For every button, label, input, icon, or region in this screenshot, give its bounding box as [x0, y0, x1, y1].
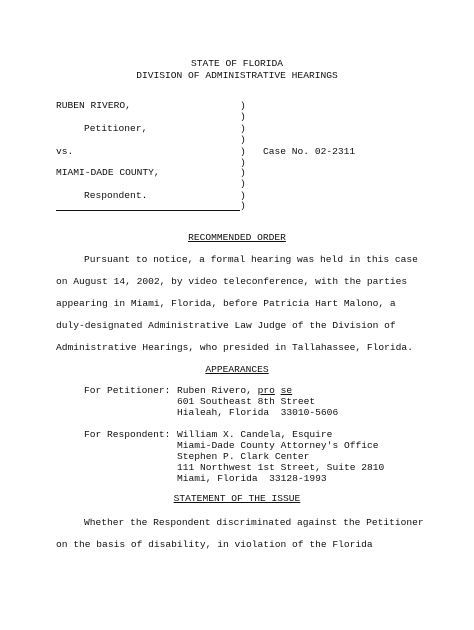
respondent-address-line: Miami, Florida 33128-1993 [177, 473, 327, 484]
petitioner-role: Petitioner, [84, 123, 148, 134]
respondent-label: For Respondent: [84, 429, 171, 440]
order-title: RECOMMENDED ORDER [188, 232, 286, 243]
case-number: Case No. 02-2311 [263, 146, 356, 157]
caption-paren: ) [240, 167, 246, 178]
intro-line: Pursuant to notice, a formal hearing was held in this case [84, 254, 418, 265]
petitioner-counsel-name: Ruben Rivero, [177, 385, 258, 396]
caption-paren: ) [240, 157, 246, 168]
header-division: DIVISION OF ADMINISTRATIVE HEARINGS [136, 70, 338, 81]
respondent-address-line: 111 Northwest 1st Street, Suite 2810 [177, 462, 385, 473]
petitioner-address-line: Hialeah, Florida 33010-5606 [177, 407, 339, 418]
respondent-address-line: William X. Candela, Esquire [177, 429, 333, 440]
caption-paren: ) [240, 178, 246, 189]
caption-paren: ) [240, 190, 246, 201]
caption-paren: ) [240, 100, 246, 111]
intro-line: appearing in Miami, Florida, before Patricia Hart Malono, a [56, 298, 396, 309]
caption-paren: ) [240, 111, 246, 122]
respondent-role: Respondent. [84, 190, 148, 201]
caption-rule [56, 210, 240, 211]
versus: vs. [56, 146, 74, 157]
caption-paren: ) [240, 123, 246, 134]
caption-paren: ) [240, 134, 246, 145]
header-state: STATE OF FLORIDA [190, 58, 284, 69]
issue-heading: STATEMENT OF THE ISSUE [173, 493, 301, 504]
respondent-address-line: Stephen P. Clark Center [177, 451, 310, 462]
intro-line: Administrative Hearings, who presided in Tallahassee, Florida. [56, 342, 413, 353]
appearances-heading: APPEARANCES [205, 364, 269, 375]
se-text: se [280, 385, 293, 396]
issue-line: Whether the Respondent discriminated against the Petitioner [84, 517, 424, 528]
respondent-address-line: Miami-Dade County Attorney's Office [177, 440, 379, 451]
petitioner-name: RUBEN RIVERO, [56, 100, 131, 111]
issue-line: on the basis of disability, in violation of the Florida [56, 539, 373, 550]
caption-paren: ) [240, 146, 246, 157]
pro-text: pro [257, 385, 275, 396]
petitioner-counsel [177, 385, 292, 396]
petitioner-label: For Petitioner: [84, 385, 171, 396]
respondent-name: MIAMI-DADE COUNTY, [56, 167, 160, 178]
intro-line: on August 14, 2002, by video teleconference, with the parties [56, 276, 408, 287]
petitioner-address-line: 601 Southeast 8th Street [177, 396, 316, 407]
caption-paren: ) [240, 200, 246, 211]
intro-line: duly-designated Administrative Law Judge of the Division of [56, 320, 396, 331]
